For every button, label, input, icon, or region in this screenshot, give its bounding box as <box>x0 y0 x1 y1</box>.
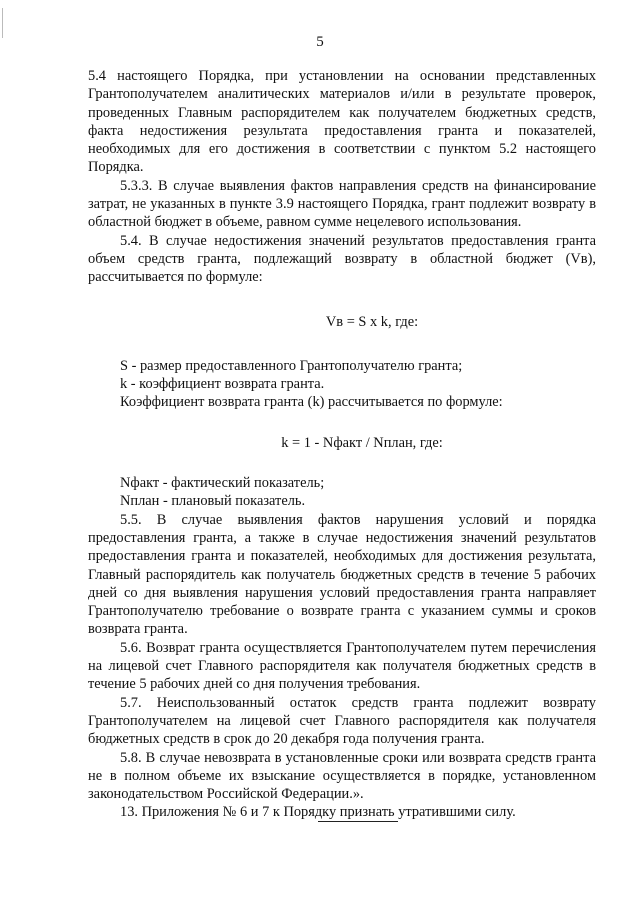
definition-k: k - коэффициент возврата гранта. <box>120 376 325 393</box>
paragraph-5-7: 5.7. Неиспользованный остаток средств гранта подлежит возврату Грантополучателем на лицевой счет Главного распорядителя как получателя бюджетных средств в срок до 20 декабря года получения гранта. <box>88 694 596 748</box>
paragraph-13: 13. Приложения № 6 и 7 к Порядку признать утратившими силу. <box>120 804 516 821</box>
formula-coefficient: k = 1 - Nфакт / Nплан, где: <box>281 434 443 451</box>
definition-nplan: Nплан - плановый показатель. <box>120 493 306 510</box>
page-number: 5 <box>316 34 324 50</box>
document-body <box>88 67 596 822</box>
end-separator-line <box>318 821 398 822</box>
paragraph-5-3-3: 5.3.3. В случае выявления фактов направления средств на финансирование затрат, не указанных в пункте 3.9 настоящего Порядка, грант подлежит возврату в областной бюджет в объеме, равном сумме нецелевого использования. <box>88 177 596 231</box>
definition-nfact: Nфакт - фактический показатель; <box>120 475 325 492</box>
paragraph-5-6: 5.6. Возврат гранта осуществляется Грантополучателем путем перечисления на лицевой счет Главного распорядителя как получателя бюджетных средств в течение 5 рабочих дней со дня получения требования. <box>88 639 596 693</box>
paragraph-5-5: 5.5. В случае выявления фактов нарушения условий и порядка предоставления гранта, а также в случае недостижения значений результатов предоставления гранта и показателей, необходимых для достижения результата, Главный распорядитель как получатель бюджетных средств в течение 5 рабочих дней со дня выявления нарушения условий предоставления гранта направляет Грантополучателю требование о возврате гранта с указанием суммы и сроков возврата гранта. <box>88 511 596 638</box>
paragraph-5-8: 5.8. В случае невозврата в установленные сроки или возврата средств гранта не в полном объеме их взыскание осуществляется в порядке, установленном законодательством Российской Федерации.». <box>88 749 596 803</box>
paragraph-coefficient-intro: Коэффициент возврата гранта (k) рассчитывается по формуле: <box>120 394 503 411</box>
formula-return-volume: Vв = S x k, где: <box>325 313 419 330</box>
definition-s: S - размер предоставленного Грантополучателю гранта; <box>120 357 463 374</box>
paragraph-5-4: 5.4. В случае недостижения значений результатов предоставления гранта объем средств гранта, подлежащий возврату в областной бюджет (Vв), рассчитывается по формуле: <box>88 232 596 286</box>
paragraph-5-4-continuation: 5.4 настоящего Порядка, при установлении на основании представленных Грантополучателем аналитических материалов и/или в результате проверок, проведенных Главным распорядителем как получателем бюджетных средств, факта недостижения результата предоставления гранта и показателей, необходимых для его достижения в соответствии с пунктом 5.2 настоящего Порядка. <box>88 68 596 176</box>
